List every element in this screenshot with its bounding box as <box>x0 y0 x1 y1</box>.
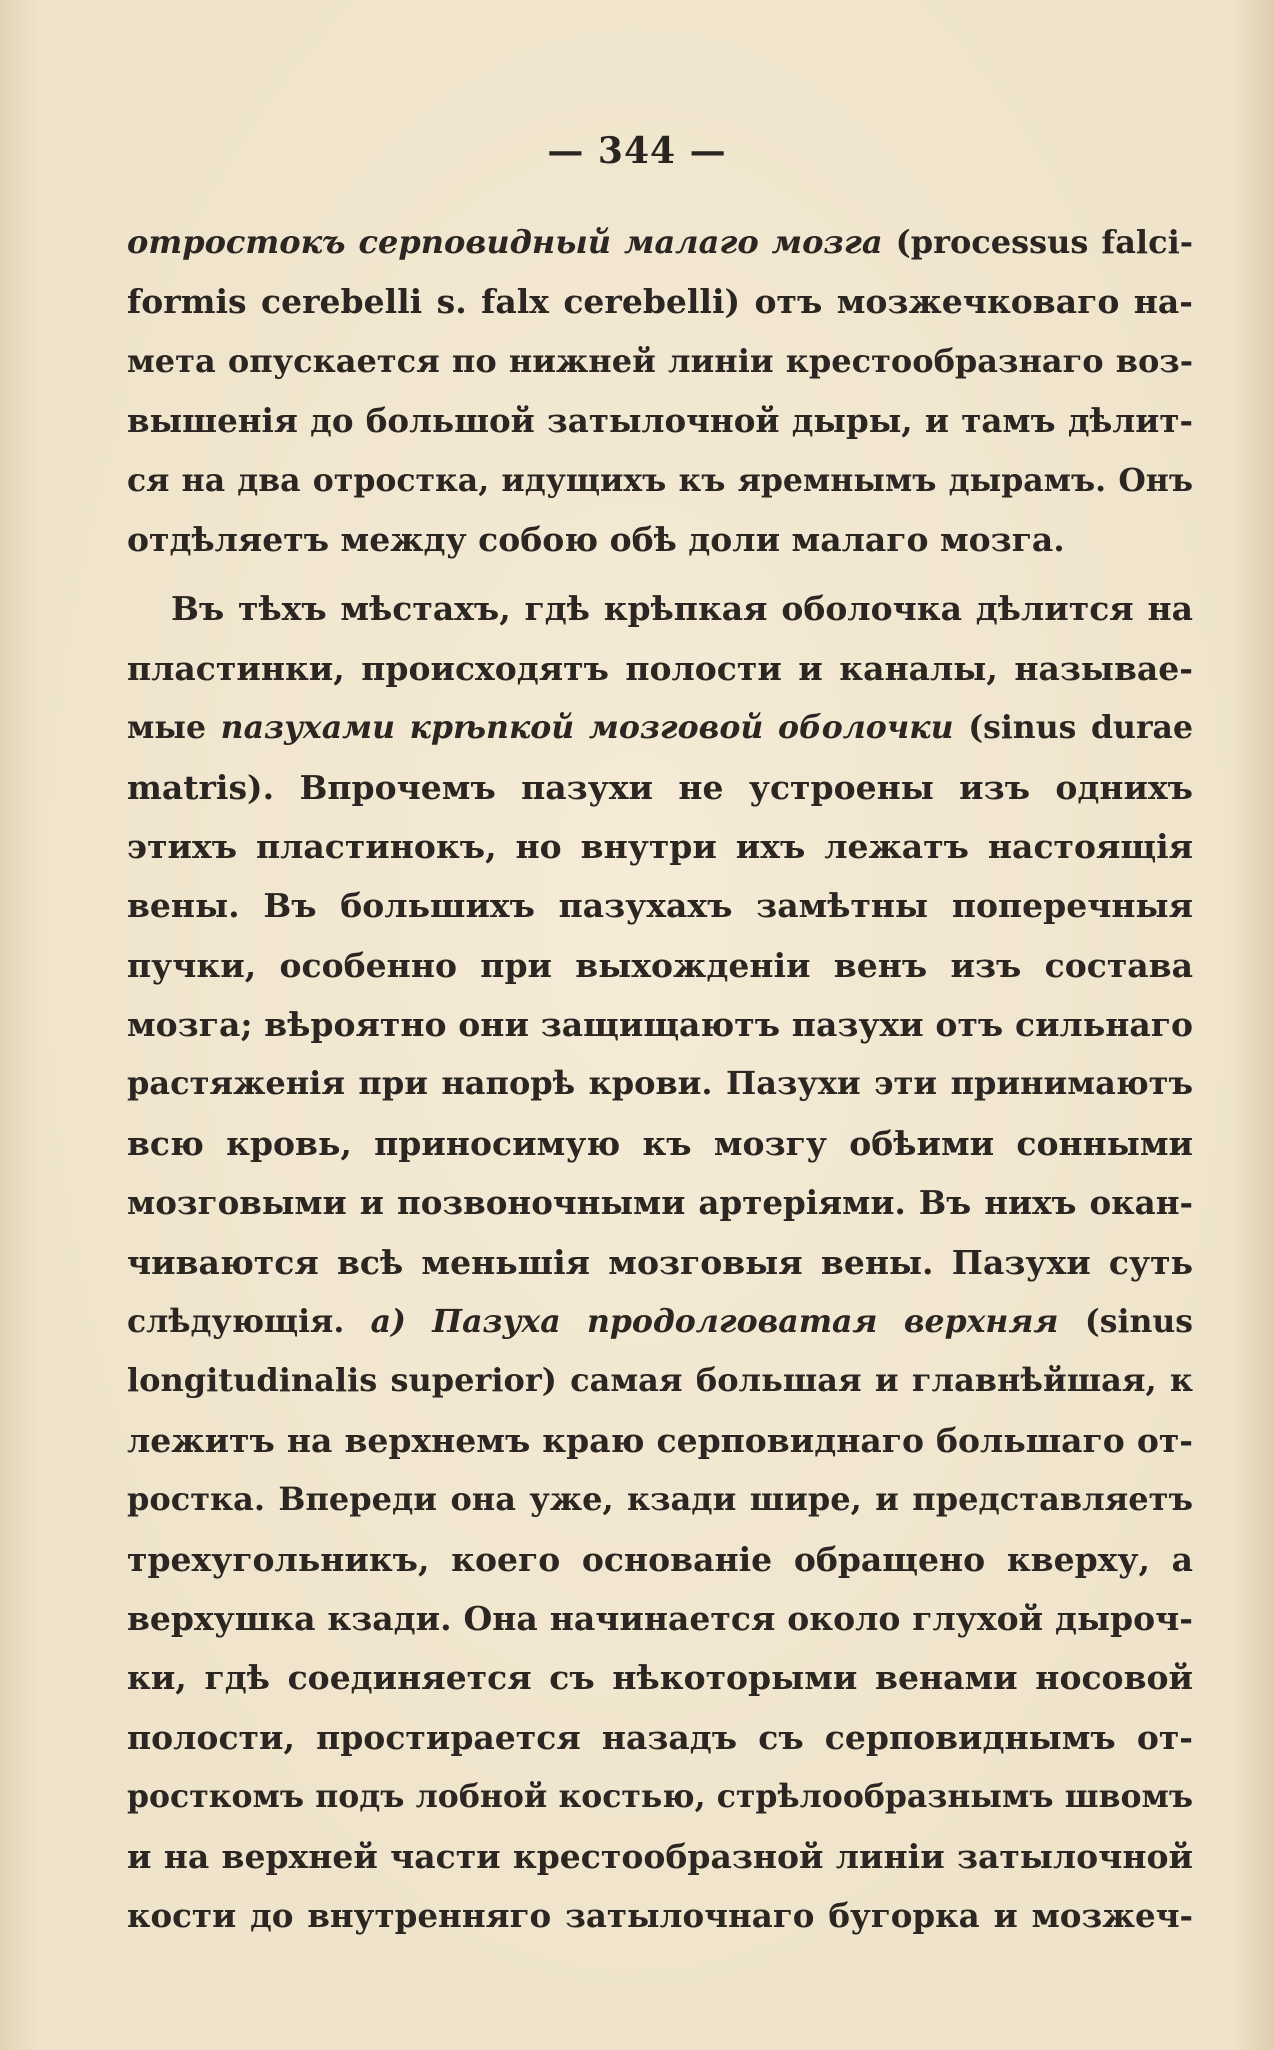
page-number: — 344 — <box>547 130 727 172</box>
text-segment: Въ тѣхъ мѣстахъ, гдѣ крѣпкая оболочка дѣлится на <box>171 589 1193 629</box>
text-line <box>127 1470 1193 1529</box>
text-line <box>127 817 1193 876</box>
text-line <box>127 272 1193 331</box>
text-line <box>127 1114 1193 1173</box>
text-segment: ки, гдѣ соединяется съ нѣкоторыми венами носовой <box>127 1658 1193 1698</box>
text-line <box>127 1530 1193 1589</box>
text-segment: longitudinalis superior) самая большая и главнѣйшая, к <box>127 1361 1193 1400</box>
text-segment: matris). Впрочемъ пазухи не устроены изъ однихъ <box>127 767 1193 807</box>
text-segment: кости до внутренняго затылочнаго бугорка и мозжеч- <box>127 1895 1193 1935</box>
text-segment: formis cerebelli s. falx cerebelli) отъ мозжечковаго на- <box>127 282 1193 322</box>
text-segment: ся на два отростка, идущихъ къ яремнымъ дырамъ. Онъ <box>127 461 1193 499</box>
text-line <box>127 1233 1193 1292</box>
text-segment: (processus falci- <box>882 223 1193 261</box>
text-segment: и на верхней части крестообразной линіи затылочной <box>127 1836 1193 1876</box>
text-line <box>127 936 1193 995</box>
text-segment: ростка. Впереди она уже, кзади шире, и представляетъ <box>127 1480 1193 1519</box>
text-line <box>127 758 1193 817</box>
text-segment: полости, простирается назадъ съ серповиднымъ от- <box>127 1717 1193 1757</box>
italic-term: пазухами крѣпкой мозговой оболочки <box>220 709 954 747</box>
text-segment: растяженія при напорѣ крови. Пазухи эти принимаютъ <box>127 1064 1193 1103</box>
text-line <box>127 332 1193 391</box>
text-line <box>127 1767 1193 1826</box>
italic-term: a) Пазуха продолговатая верхняя <box>370 1303 1059 1341</box>
text-line <box>127 1351 1193 1410</box>
text-segment: слѣдующія. <box>127 1303 371 1341</box>
text-segment: трехугольникъ, коего основаніе обращено кверху, а <box>127 1539 1193 1579</box>
text-line <box>127 451 1193 510</box>
text-segment: чиваются всѣ меньшія мозговыя вены. Пазухи суть <box>127 1242 1193 1282</box>
body-text <box>127 213 1193 1945</box>
text-line <box>127 1886 1193 1945</box>
text-line <box>127 510 1193 569</box>
text-segment: (sinus durae <box>953 709 1193 747</box>
text-segment: мозговыми и позвоночными артеріями. Въ нихъ окан- <box>127 1183 1193 1223</box>
text-line <box>127 1173 1193 1232</box>
text-segment: лежитъ на верхнемъ краю серповиднаго большаго от- <box>127 1420 1193 1460</box>
text-segment: мозга; вѣроятно они защищаютъ пазухи отъ сильнаго <box>127 1005 1193 1045</box>
text-segment: мые <box>127 709 221 747</box>
text-line <box>127 1054 1193 1113</box>
text-segment: этихъ пластинокъ, но внутри ихъ лежатъ настоящія <box>127 826 1193 866</box>
text-segment: вышенія до большой затылочной дыры, и тамъ дѣлит- <box>127 401 1193 441</box>
text-line <box>127 213 1193 272</box>
text-segment: (sinus <box>1058 1303 1193 1341</box>
text-segment: вены. Въ большихъ пазухахъ замѣтны поперечныя <box>127 886 1193 926</box>
text-segment: пластинки, происходятъ полости и каналы, называе- <box>127 648 1193 688</box>
text-line <box>127 639 1193 698</box>
text-line <box>127 579 1193 638</box>
text-line <box>127 1292 1193 1351</box>
italic-term: отростокъ серповидный малаго мозга <box>127 223 883 261</box>
text-line <box>127 1411 1193 1470</box>
text-line <box>127 391 1193 450</box>
text-segment: верхушка кзади. Она начинается около глухой дыроч- <box>127 1598 1193 1638</box>
text-segment: мета опускается по нижней линіи крестообразнаго воз- <box>127 341 1193 380</box>
text-segment: всю кровь, приносимую къ мозгу обѣими сонными <box>127 1123 1193 1163</box>
text-line <box>127 1827 1193 1886</box>
text-segment: пучки, особенно при выхожденіи венъ изъ состава <box>127 945 1193 985</box>
text-line <box>127 876 1193 935</box>
text-segment: росткомъ подъ лобной костью, стрѣлообразнымъ швомъ <box>127 1778 1193 1816</box>
text-line <box>127 1648 1193 1707</box>
text-segment: отдѣляетъ между собою обѣ доли малаго мозга. <box>127 519 1065 559</box>
text-line <box>127 995 1193 1054</box>
text-line <box>127 1708 1193 1767</box>
text-line <box>127 698 1193 757</box>
text-line <box>127 1589 1193 1648</box>
